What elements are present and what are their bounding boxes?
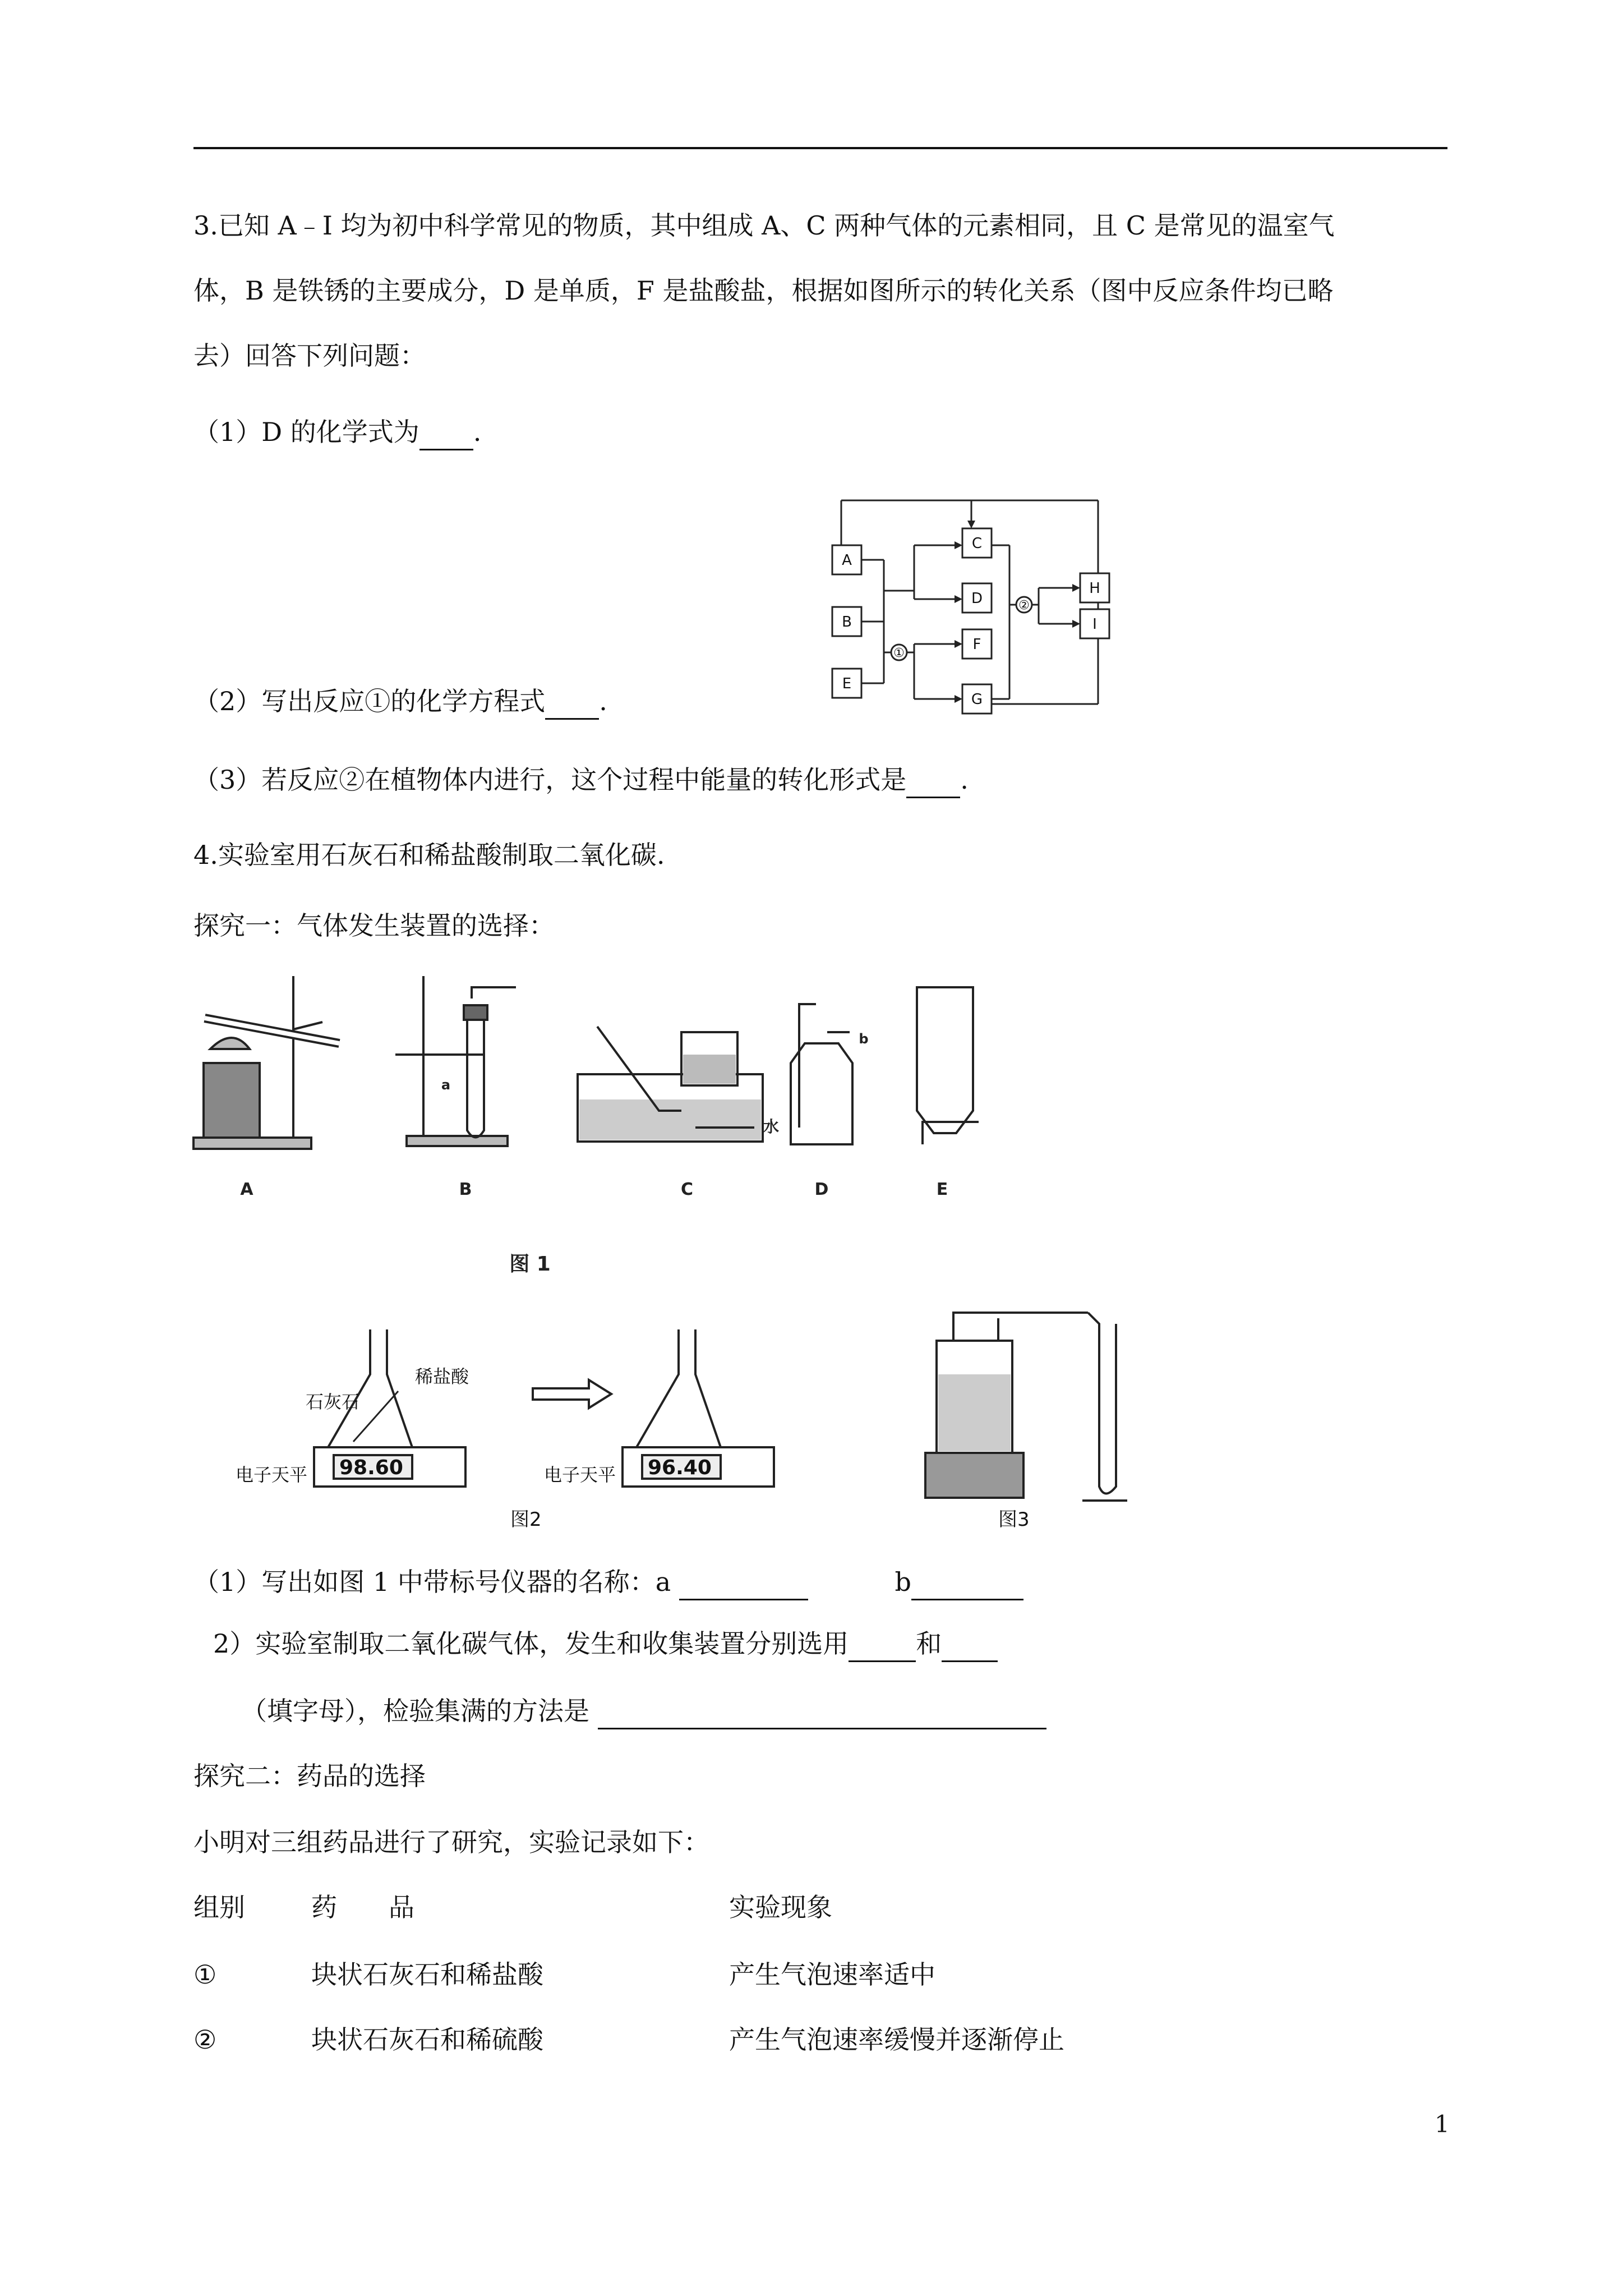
q3-sub1 xyxy=(193,415,481,450)
q3-flow-diagram xyxy=(830,494,1116,712)
q3-sub3 xyxy=(193,763,969,798)
box-c-label: C xyxy=(971,535,983,552)
box-e-label: E xyxy=(842,675,852,692)
reaction-2-mark: ② xyxy=(1018,599,1030,613)
fig2-acid: 稀盐酸 xyxy=(415,1366,469,1387)
reaction-1-mark: ① xyxy=(893,646,905,660)
q4-explore2: 探究二：药品的选择 xyxy=(193,1761,426,1791)
q4-sub1-mid: b xyxy=(895,1567,911,1597)
q3-sub1-end: . xyxy=(473,417,482,447)
q3-sub3-text: （3）若反应②在植物体内进行，这个过程中能量的转化形式是 xyxy=(193,765,907,795)
q4-sub1 xyxy=(193,1565,1023,1600)
fig1-label-c: C xyxy=(680,1180,694,1199)
table-header-result: 实验现象 xyxy=(729,1892,832,1922)
table-row-1-result: 产生气泡速率适中 xyxy=(729,1959,935,1990)
table-row-2-group: ② xyxy=(193,2024,217,2055)
q3-sub2-blank[interactable] xyxy=(545,684,599,720)
table-row-1-drug: 块状石灰石和稀盐酸 xyxy=(311,1959,543,1990)
fig2-balance-2: 电子天平 xyxy=(544,1464,616,1485)
figure-1-apparatus xyxy=(193,965,1023,1279)
fig1-caption: 图 1 xyxy=(509,1253,551,1276)
q4-sub2 xyxy=(213,1627,998,1662)
q3-sub3-blank[interactable] xyxy=(906,763,960,798)
fig1-label-d: D xyxy=(814,1180,829,1199)
table-header-drug: 药 品 xyxy=(311,1892,414,1922)
table-row-1-group: ① xyxy=(193,1959,217,1990)
box-f-label: F xyxy=(972,636,981,653)
fig3-caption: 图3 xyxy=(998,1508,1030,1531)
header-rule xyxy=(193,147,1447,149)
table-row-2-result: 产生气泡速率缓慢并逐渐停止 xyxy=(729,2024,1064,2055)
box-b-label: B xyxy=(842,614,852,631)
fig1-water: 水 xyxy=(763,1117,780,1136)
q4-explore1: 探究一：气体发生装置的选择： xyxy=(193,910,555,941)
q4-sub2b-text: （填字母），检验集满的方法是 xyxy=(241,1696,589,1726)
fig2-balance-1: 电子天平 xyxy=(236,1464,308,1485)
q3-sub1-blank[interactable] xyxy=(419,415,473,450)
q3-sub2-end: . xyxy=(599,686,607,716)
q4-sub1-text: （1）写出如图 1 中带标号仪器的名称：a xyxy=(193,1567,671,1597)
q4-sub2-text: 2）实验室制取二氧化碳气体，发生和收集装置分别选用 xyxy=(213,1628,849,1659)
fig1-tag-a: a xyxy=(441,1077,451,1093)
q3-sub2-text: （2）写出反应①的化学方程式 xyxy=(193,686,546,716)
q3-line3: 去）回答下列问题： xyxy=(193,341,426,371)
q3-line1: 3.已知 A﹣I 均为初中科学常见的物质，其中组成 A、C 两种气体的元素相同，且 C 是常见的温室气 xyxy=(193,210,1335,241)
page-number: 1 xyxy=(1435,2110,1450,2138)
q3-sub1-text: （1）D 的化学式为 xyxy=(193,417,419,447)
box-i-label: I xyxy=(1092,616,1097,633)
box-h-label: H xyxy=(1089,580,1100,597)
box-d-label: D xyxy=(971,590,983,607)
q4-sub1-blank-b[interactable] xyxy=(911,1565,1023,1600)
q3-sub2 xyxy=(193,684,607,720)
q4-sub2-blank-2[interactable] xyxy=(942,1627,998,1662)
fig1-label-a: A xyxy=(240,1180,253,1199)
fig1-label-b: B xyxy=(459,1180,472,1199)
q4-sub2b-blank[interactable] xyxy=(598,1694,1046,1729)
q4-intro: 小明对三组药品进行了研究，实验记录如下： xyxy=(193,1827,709,1857)
fig2-reading-1: 98.60 xyxy=(339,1456,403,1479)
fig1-label-e: E xyxy=(936,1180,948,1199)
q3-sub3-end: . xyxy=(960,765,969,795)
figure-2-3-apparatus xyxy=(219,1307,1150,1554)
q4-sub1-blank-a[interactable] xyxy=(679,1565,808,1600)
q4-sub2b xyxy=(241,1694,1046,1729)
table-row-2-drug: 块状石灰石和稀硫酸 xyxy=(311,2024,543,2055)
fig2-caption: 图2 xyxy=(510,1508,542,1531)
box-g-label: G xyxy=(971,691,983,708)
q4-sub2-blank-1[interactable] xyxy=(849,1627,916,1662)
fig1-tag-b: b xyxy=(859,1031,869,1047)
q4-title: 4.实验室用石灰石和稀盐酸制取二氧化碳. xyxy=(193,840,665,870)
fig2-reading-2: 96.40 xyxy=(648,1456,712,1479)
q3-line2: 体，B 是铁锈的主要成分，D 是单质，F 是盐酸盐，根据如图所示的转化关系（图中反应条件均已略 xyxy=(193,275,1334,306)
table-header-group: 组别 xyxy=(193,1892,245,1922)
box-a-label: A xyxy=(842,552,852,569)
q4-sub2-mid: 和 xyxy=(916,1628,942,1659)
fig2-limestone: 石灰石 xyxy=(306,1391,360,1412)
